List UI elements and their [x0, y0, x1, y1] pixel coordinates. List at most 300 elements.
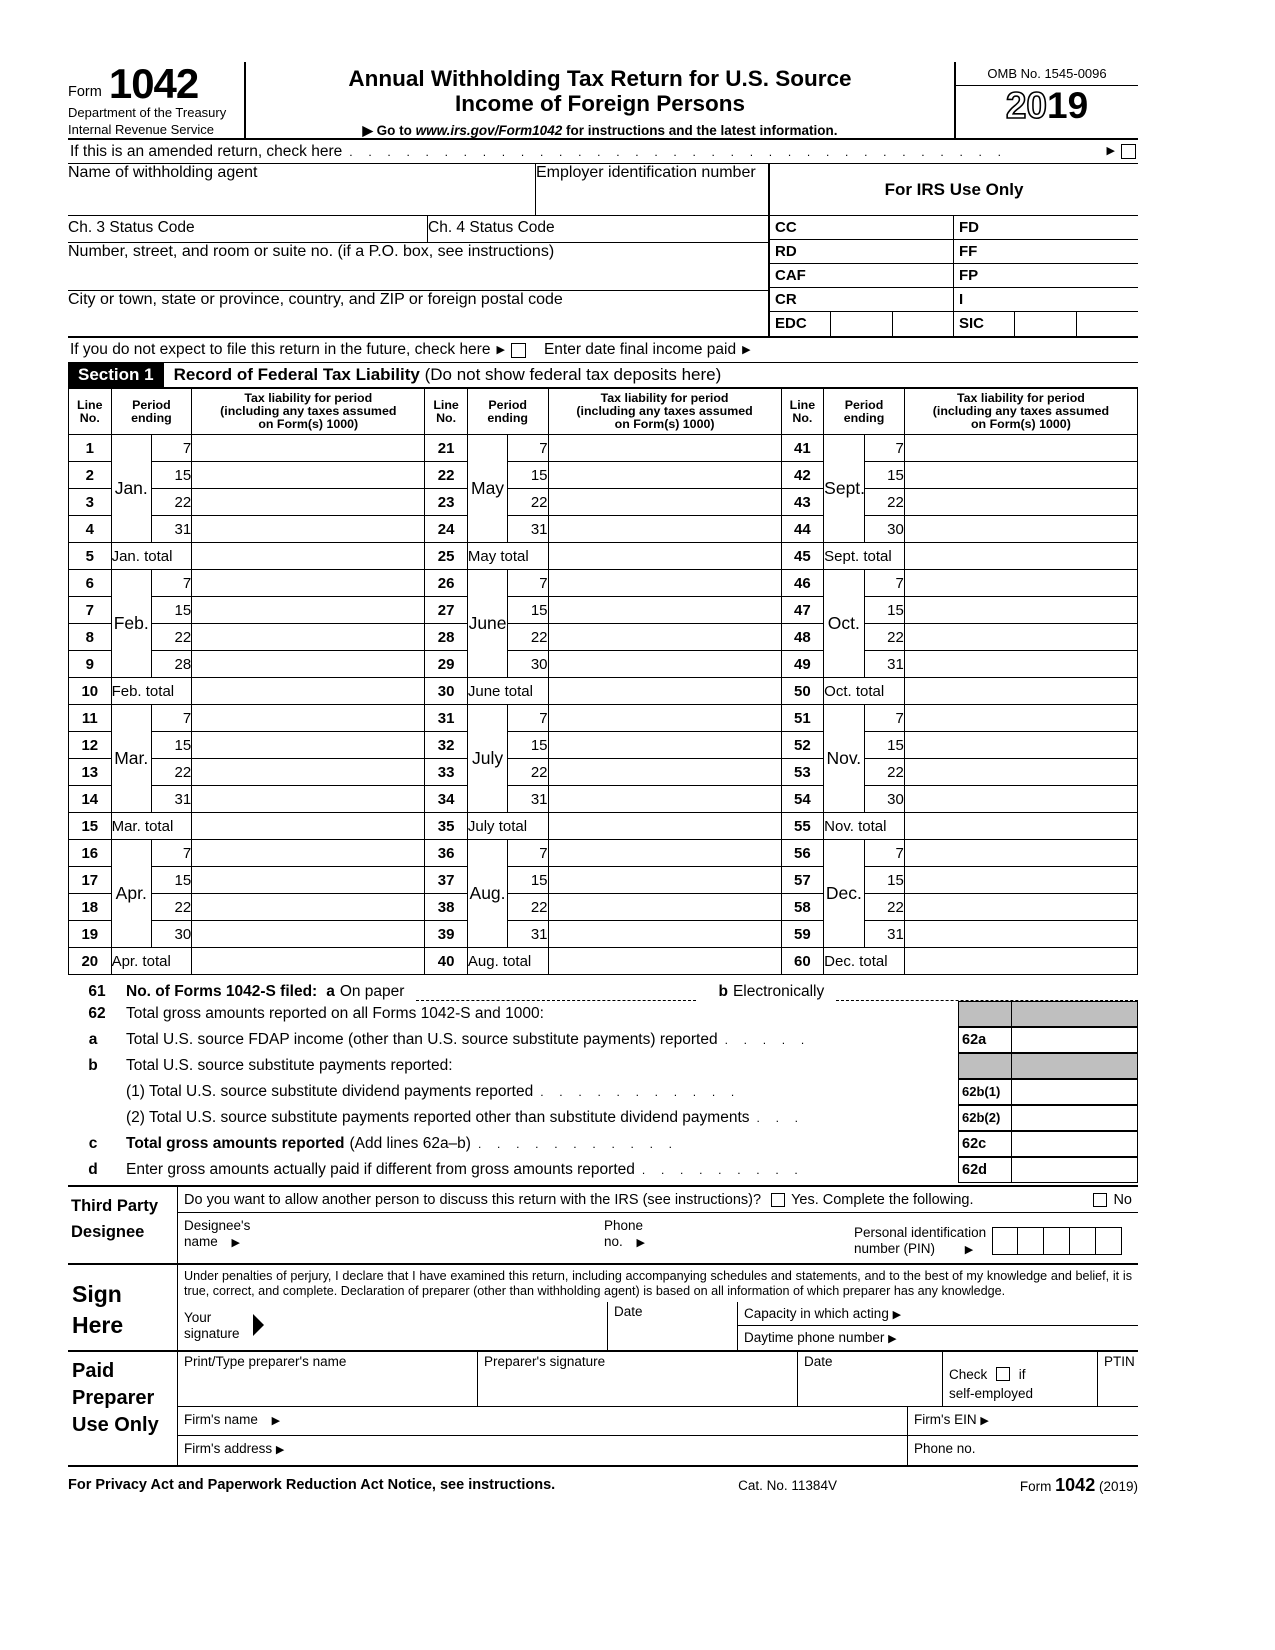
section-1-title-main: Record of Federal Tax Liability	[173, 365, 420, 384]
liability-line-number: 3	[69, 489, 112, 516]
preparer-row-1	[178, 1352, 1138, 1407]
liability-period-day: 7	[864, 840, 904, 867]
designee-phone-line-2	[604, 1234, 848, 1250]
capacity-phone-block	[738, 1302, 1138, 1350]
line-62a-amount-input[interactable]	[1012, 1027, 1138, 1053]
third-party-no-label: No	[1113, 1191, 1132, 1208]
irs-edc-subbox-2[interactable]	[892, 312, 954, 336]
col-header-period-2	[467, 389, 548, 435]
firm-name-field[interactable]	[178, 1407, 908, 1435]
line-62b1-amount-input[interactable]	[1012, 1079, 1138, 1105]
irs-row-edc-sic	[770, 312, 1138, 336]
liability-amount-input[interactable]	[904, 786, 1137, 813]
preparer-date-field[interactable]	[798, 1352, 943, 1406]
liability-amount-input[interactable]	[904, 867, 1137, 894]
preparer-row-3	[178, 1436, 1138, 1465]
your-signature-line-1: Your	[184, 1310, 212, 1325]
liability-amount-input[interactable]	[548, 840, 781, 867]
liability-line-number: 23	[425, 489, 468, 516]
self-employed-check-field[interactable]	[943, 1352, 1098, 1406]
line-62b2-row	[68, 1105, 1138, 1131]
line-62c-dots: . . . . . . . . . . .	[477, 1138, 679, 1150]
ch4-status-code-label: Ch. 4 Status Code	[428, 219, 555, 236]
liability-line-number: 15	[69, 813, 112, 840]
liability-amount-input[interactable]	[548, 759, 781, 786]
irs-field-fd[interactable]	[954, 216, 1138, 239]
goto-arrow-icon: ▶	[362, 123, 373, 138]
line-62b-text: Total U.S. source substitute payments reported:	[126, 1057, 453, 1074]
catalog-number: Cat. No. 11384V	[738, 1477, 837, 1493]
liability-amount-input[interactable]	[548, 462, 781, 489]
liability-month-name: Mar.	[111, 705, 151, 813]
liability-amount-input[interactable]	[192, 435, 425, 462]
line-62-intro-text: Total gross amounts reported on all Forms 1042-S and 1000:	[126, 1005, 544, 1022]
irs-use-only-title: For IRS Use Only	[770, 164, 1138, 216]
liability-line-number: 46	[781, 570, 824, 597]
liability-amount-input[interactable]	[904, 732, 1137, 759]
withholding-agent-name-label: Name of withholding agent	[68, 164, 258, 181]
liability-row	[69, 921, 1138, 948]
omb-number: OMB No. 1545-0096	[956, 62, 1138, 86]
liability-row	[69, 543, 1138, 570]
line-62-number: 62	[88, 1005, 106, 1022]
irs-row-rd-ff	[770, 240, 1138, 264]
liability-line-number: 56	[781, 840, 824, 867]
pin-digit-1[interactable]	[992, 1227, 1018, 1255]
liability-period-day: 30	[864, 516, 904, 543]
amended-return-row	[68, 140, 1138, 164]
liability-month-name: Dec.	[824, 840, 864, 948]
liability-amount-input[interactable]	[192, 705, 425, 732]
liability-line-number: 33	[425, 759, 468, 786]
liability-month-total-label: Aug. total	[467, 948, 548, 975]
street-address-field[interactable]	[68, 243, 768, 291]
liability-row	[69, 489, 1138, 516]
liability-amount-input[interactable]	[192, 651, 425, 678]
liability-amount-input[interactable]	[904, 570, 1137, 597]
liability-line-number: 54	[781, 786, 824, 813]
line-62-shade-code	[958, 1001, 1012, 1027]
your-signature-line-2: signature	[184, 1325, 240, 1341]
line-62-shade-val	[1012, 1001, 1138, 1027]
liability-period-day: 7	[151, 705, 191, 732]
signature-date-field[interactable]	[608, 1302, 738, 1350]
pin-digit-3[interactable]	[1044, 1227, 1070, 1255]
liability-month-total-label: Mar. total	[111, 813, 192, 840]
line-62b-shade-box	[958, 1053, 1138, 1079]
liability-amount-input[interactable]	[192, 516, 425, 543]
line-62b2-text: (2) Total U.S. source substitute payments reported other than substitute dividend payments	[126, 1109, 750, 1126]
liability-amount-input[interactable]	[904, 489, 1137, 516]
col-header-tax-3	[904, 389, 1137, 435]
pin-digit-5[interactable]	[1096, 1227, 1122, 1255]
liability-amount-input[interactable]	[192, 948, 425, 975]
check-if-word: if	[1018, 1367, 1026, 1382]
line-62b1-amount-box	[958, 1079, 1138, 1105]
liability-period-day: 15	[508, 732, 548, 759]
lbl-line-2: Line	[433, 397, 459, 412]
designee-pin-word: number (PIN)	[854, 1240, 936, 1256]
firm-ein-field[interactable]	[908, 1407, 1138, 1435]
goto-url[interactable]: www.irs.gov/Form1042	[415, 123, 563, 138]
liability-period-day: 7	[151, 435, 191, 462]
liability-month-total-label: Oct. total	[824, 678, 905, 705]
liability-amount-input[interactable]	[904, 894, 1137, 921]
irs-label-ff: FF	[959, 243, 978, 260]
preparer-name-label: Print/Type preparer's name	[184, 1354, 347, 1369]
line-62c-amount-input[interactable]	[1012, 1131, 1138, 1157]
irs-sic-subbox-2[interactable]	[1076, 312, 1138, 336]
preparer-row-2	[178, 1407, 1138, 1436]
line-61a-input[interactable]	[416, 985, 696, 1001]
liability-amount-input[interactable]	[548, 867, 781, 894]
liability-amount-input[interactable]	[548, 921, 781, 948]
liability-line-number: 26	[425, 570, 468, 597]
designee-pin-line-1: Personal identification	[854, 1224, 987, 1240]
liability-amount-input[interactable]	[192, 489, 425, 516]
sign-here-line-1: Sign	[72, 1281, 122, 1307]
signature-fields-row	[178, 1302, 1138, 1350]
capacity-label: Capacity in which acting	[744, 1306, 889, 1321]
irs-sic-subbox-1[interactable]	[1014, 312, 1076, 336]
liability-amount-input[interactable]	[904, 516, 1137, 543]
irs-field-i[interactable]	[954, 288, 1138, 311]
paid-preparer-label	[68, 1352, 178, 1465]
liability-line-number: 34	[425, 786, 468, 813]
irs-field-edc[interactable]	[770, 312, 954, 336]
liability-amount-input[interactable]	[548, 489, 781, 516]
amended-return-label: If this is an amended return, check here	[70, 142, 343, 160]
liability-amount-input[interactable]	[904, 921, 1137, 948]
employer-id-number-label: Employer identification number	[536, 164, 756, 181]
liability-period-day: 30	[864, 786, 904, 813]
form-title-line-2: Income of Foreign Persons	[454, 91, 746, 116]
line-62a-amount-box	[958, 1027, 1138, 1053]
liability-amount-input[interactable]	[192, 624, 425, 651]
liability-line-number: 25	[425, 543, 468, 570]
federal-tax-liability-table	[68, 388, 1138, 975]
irs-field-caf[interactable]	[770, 264, 954, 287]
liability-period-day: 22	[508, 624, 548, 651]
liability-period-day: 15	[151, 597, 191, 624]
preparer-date-label: Date	[804, 1354, 833, 1369]
liability-line-number: 36	[425, 840, 468, 867]
self-employed-checkbox[interactable]	[996, 1367, 1010, 1381]
line-62a-code: 62a	[958, 1027, 1012, 1053]
line-62d-row	[68, 1157, 1138, 1183]
line-62a-row	[68, 1027, 1138, 1053]
liability-row	[69, 813, 1138, 840]
liability-amount-input[interactable]	[548, 516, 781, 543]
city-state-zip-field[interactable]	[68, 291, 768, 335]
third-party-question-row	[178, 1187, 1138, 1213]
liability-row	[69, 678, 1138, 705]
liability-amount-input[interactable]	[548, 651, 781, 678]
liability-amount-input[interactable]	[904, 948, 1137, 975]
firm-phone-field[interactable]	[908, 1436, 1138, 1465]
liability-amount-input[interactable]	[904, 705, 1137, 732]
third-party-no-checkbox[interactable]	[1093, 1193, 1107, 1207]
liability-amount-input[interactable]	[548, 570, 781, 597]
third-party-yes-checkbox[interactable]	[771, 1193, 785, 1207]
liability-amount-input[interactable]	[192, 759, 425, 786]
liability-amount-input[interactable]	[904, 678, 1137, 705]
liability-amount-input[interactable]	[548, 705, 781, 732]
liability-amount-input[interactable]	[548, 435, 781, 462]
preparer-signature-field[interactable]	[478, 1352, 798, 1406]
ch3-status-code-label: Ch. 3 Status Code	[68, 219, 195, 236]
irs-edc-subbox-1[interactable]	[830, 312, 892, 336]
irs-field-ff[interactable]	[954, 240, 1138, 263]
irs-label-edc: EDC	[775, 315, 807, 332]
liability-amount-input[interactable]	[192, 462, 425, 489]
irs-label-rd: RD	[775, 243, 797, 260]
liability-amount-input[interactable]	[548, 624, 781, 651]
liability-line-number: 51	[781, 705, 824, 732]
liability-amount-input[interactable]	[548, 678, 781, 705]
section-1-tag: Section 1	[68, 363, 164, 387]
line-61-row	[68, 975, 1138, 1001]
liability-period-day: 22	[151, 894, 191, 921]
line-62-shade-box	[958, 1001, 1138, 1027]
liability-amount-input[interactable]	[548, 894, 781, 921]
check-word: Check	[949, 1367, 988, 1382]
liability-amount-input[interactable]	[192, 678, 425, 705]
designee-pin-field[interactable]	[848, 1218, 1138, 1263]
perjury-statement: Under penalties of perjury, I declare that I have examined this return, including accompanying schedules and statements, and to the best of my knowledge and belief, it is true, correct, and complete. Declaration of preparer (other than withholding agent) is based on all information of which preparer has any knowledge.	[184, 1269, 1132, 1298]
liability-period-day: 31	[508, 516, 548, 543]
preparer-name-field[interactable]	[178, 1352, 478, 1406]
footer-form-number: 1042	[1055, 1474, 1096, 1495]
liability-amount-input[interactable]	[904, 462, 1137, 489]
line-62c-bold-text: Total gross amounts reported	[126, 1135, 345, 1152]
firm-address-field[interactable]	[178, 1436, 908, 1465]
footer-form-year: (2019)	[1098, 1478, 1138, 1494]
liability-period-day: 7	[151, 840, 191, 867]
liability-amount-input[interactable]	[904, 435, 1137, 462]
liability-amount-input[interactable]	[192, 732, 425, 759]
irs-label-sic: SIC	[959, 315, 985, 332]
designee-phone-word: no.	[604, 1234, 623, 1249]
liability-line-number: 8	[69, 624, 112, 651]
goto-instructions	[246, 123, 954, 139]
liability-row	[69, 840, 1138, 867]
capacity-field[interactable]	[738, 1302, 1138, 1326]
liability-amount-input[interactable]	[904, 759, 1137, 786]
liability-amount-input[interactable]	[192, 786, 425, 813]
liability-row	[69, 894, 1138, 921]
liability-amount-input[interactable]	[192, 570, 425, 597]
liability-line-number: 4	[69, 516, 112, 543]
liability-period-day: 15	[508, 867, 548, 894]
liability-period-day: 31	[508, 786, 548, 813]
liability-month-total-label: May total	[467, 543, 548, 570]
col-header-period-3	[824, 389, 905, 435]
amended-return-checkbox[interactable]	[1121, 144, 1136, 159]
line-62b1-code: 62b(1)	[958, 1079, 1012, 1105]
liability-amount-input[interactable]	[192, 894, 425, 921]
pin-digit-4[interactable]	[1070, 1227, 1096, 1255]
liability-amount-input[interactable]	[548, 948, 781, 975]
liability-month-total-label: Apr. total	[111, 948, 192, 975]
designee-name-field[interactable]	[178, 1218, 598, 1263]
goto-prefix: Go to	[376, 123, 412, 138]
final-income-paid-arrow-icon: ▶	[742, 343, 751, 356]
liability-line-number: 12	[69, 732, 112, 759]
line-61-label: No. of Forms 1042-S filed:	[126, 983, 318, 1000]
liability-month-name: July	[467, 705, 507, 813]
line-62b1-dots: . . . . . . . . . . .	[540, 1086, 741, 1098]
pin-digit-2[interactable]	[1018, 1227, 1044, 1255]
liability-line-number: 21	[425, 435, 468, 462]
line-62b1-row	[68, 1079, 1138, 1105]
final-return-label: If you do not expect to file this return in the future, check here	[70, 341, 491, 358]
liability-row	[69, 435, 1138, 462]
liability-row	[69, 597, 1138, 624]
designee-phone-field[interactable]	[598, 1218, 848, 1263]
liability-period-day: 15	[864, 597, 904, 624]
line-62b2-dots: . . .	[756, 1112, 805, 1124]
liability-month-total-label: Nov. total	[824, 813, 905, 840]
liability-amount-input[interactable]	[548, 813, 781, 840]
liability-period-day: 7	[864, 435, 904, 462]
line-61b-input[interactable]	[836, 985, 1138, 1001]
liability-amount-input[interactable]	[904, 597, 1137, 624]
line-61a-letter: a	[326, 983, 335, 1000]
line-61a-text: On paper	[339, 983, 405, 1000]
irs-field-sic[interactable]	[954, 312, 1138, 336]
liability-amount-input[interactable]	[904, 543, 1137, 570]
paid-preparer-body	[178, 1352, 1138, 1465]
your-signature-field[interactable]	[178, 1302, 608, 1350]
liability-amount-input[interactable]	[192, 597, 425, 624]
liability-amount-input[interactable]	[548, 786, 781, 813]
irs-field-fp[interactable]	[954, 264, 1138, 287]
liability-period-day: 31	[864, 921, 904, 948]
liability-period-day: 31	[864, 651, 904, 678]
name-ein-row	[68, 164, 768, 216]
line-62b2-amount-input[interactable]	[1012, 1105, 1138, 1131]
irs-label-fd: FD	[959, 219, 979, 236]
withholding-agent-name-field[interactable]	[68, 164, 536, 215]
liability-period-day: 22	[508, 489, 548, 516]
liability-amount-input[interactable]	[904, 624, 1137, 651]
liability-period-day: 22	[864, 624, 904, 651]
liability-amount-input[interactable]	[192, 543, 425, 570]
irs-field-cc[interactable]	[770, 216, 954, 239]
entity-and-irs-block	[68, 164, 1138, 338]
irs-label-caf: CAF	[775, 267, 806, 284]
liability-period-day: 22	[151, 624, 191, 651]
liability-line-number: 48	[781, 624, 824, 651]
ch4-status-code-field[interactable]	[428, 216, 768, 242]
lbl-no: No.	[79, 410, 100, 425]
liability-amount-input[interactable]	[904, 813, 1137, 840]
line-62b-row	[68, 1053, 1138, 1079]
liability-amount-input[interactable]	[548, 597, 781, 624]
liability-line-number: 1	[69, 435, 112, 462]
irs-row-caf-fp	[770, 264, 1138, 288]
line-62d-code: 62d	[958, 1157, 1012, 1183]
liability-month-name: Apr.	[111, 840, 151, 948]
lbl-line-3: Line	[789, 397, 816, 412]
liability-period-day: 7	[864, 570, 904, 597]
liability-row	[69, 462, 1138, 489]
liability-amount-input[interactable]	[192, 867, 425, 894]
liability-month-name: May	[467, 435, 507, 543]
lbl-tax2-3: (including any taxes assumed	[932, 404, 1110, 418]
line-62d-letter: d	[88, 1161, 98, 1178]
signature-arrow-icon	[253, 1314, 264, 1336]
col-header-line-no-1	[69, 389, 112, 435]
firm-name-label: Firm's name	[184, 1412, 258, 1427]
liability-amount-input[interactable]	[192, 813, 425, 840]
liability-month-name: Oct.	[824, 570, 864, 678]
irs-field-rd[interactable]	[770, 240, 954, 263]
liability-amount-input[interactable]	[904, 651, 1137, 678]
line-62d-amount-input[interactable]	[1012, 1157, 1138, 1183]
liability-period-day: 30	[508, 651, 548, 678]
liability-line-number: 19	[69, 921, 112, 948]
ptin-label: PTIN	[1104, 1354, 1135, 1369]
liability-period-day: 15	[151, 732, 191, 759]
amended-arrow-icon: ▶	[1106, 145, 1115, 157]
liability-amount-input[interactable]	[192, 921, 425, 948]
designee-name-line-2	[184, 1234, 598, 1250]
liability-period-day: 22	[864, 894, 904, 921]
designee-name-line-1: Designee's	[184, 1218, 251, 1233]
liability-line-number: 2	[69, 462, 112, 489]
line-62b2-amount-box	[958, 1105, 1138, 1131]
line-62c-letter: c	[88, 1135, 98, 1152]
designee-pin-boxes[interactable]	[992, 1227, 1122, 1255]
liability-amount-input[interactable]	[904, 840, 1137, 867]
liability-line-number: 35	[425, 813, 468, 840]
preparer-signature-label: Preparer's signature	[484, 1354, 606, 1369]
irs-field-cr[interactable]	[770, 288, 954, 311]
liability-month-total-label: Jan. total	[111, 543, 192, 570]
designee-phone-line-1: Phone	[604, 1218, 644, 1233]
liability-period-day: 22	[864, 489, 904, 516]
ch3-status-code-field[interactable]	[68, 216, 428, 242]
liability-line-number: 49	[781, 651, 824, 678]
third-party-question-text: Do you want to allow another person to discuss this return with the IRS (see instructions)?	[184, 1191, 762, 1208]
omb-year-block	[956, 62, 1138, 138]
liability-line-number: 43	[781, 489, 824, 516]
liability-amount-input[interactable]	[192, 840, 425, 867]
third-party-designee-label	[68, 1187, 178, 1263]
final-return-checkbox[interactable]	[511, 343, 526, 358]
tax-year-century: 20	[1005, 85, 1047, 126]
capacity-arrow-icon: ▶	[892, 1309, 902, 1321]
liability-line-number: 6	[69, 570, 112, 597]
liability-amount-input[interactable]	[548, 543, 781, 570]
liability-period-day: 7	[508, 840, 548, 867]
lbl-ending: ending	[131, 410, 172, 425]
liability-period-day: 22	[151, 759, 191, 786]
liability-period-day: 22	[151, 489, 191, 516]
lbl-ending-3: ending	[843, 410, 885, 425]
liability-period-day: 15	[864, 867, 904, 894]
daytime-phone-field[interactable]	[738, 1326, 1138, 1350]
liability-row	[69, 732, 1138, 759]
form-footer	[68, 1467, 1138, 1498]
form-title-line-1: Annual Withholding Tax Return for U.S. Source	[348, 66, 852, 91]
ptin-field[interactable]	[1098, 1352, 1138, 1406]
employer-id-number-field[interactable]	[536, 164, 768, 215]
liability-amount-input[interactable]	[548, 732, 781, 759]
irs-row-cr-i	[770, 288, 1138, 312]
